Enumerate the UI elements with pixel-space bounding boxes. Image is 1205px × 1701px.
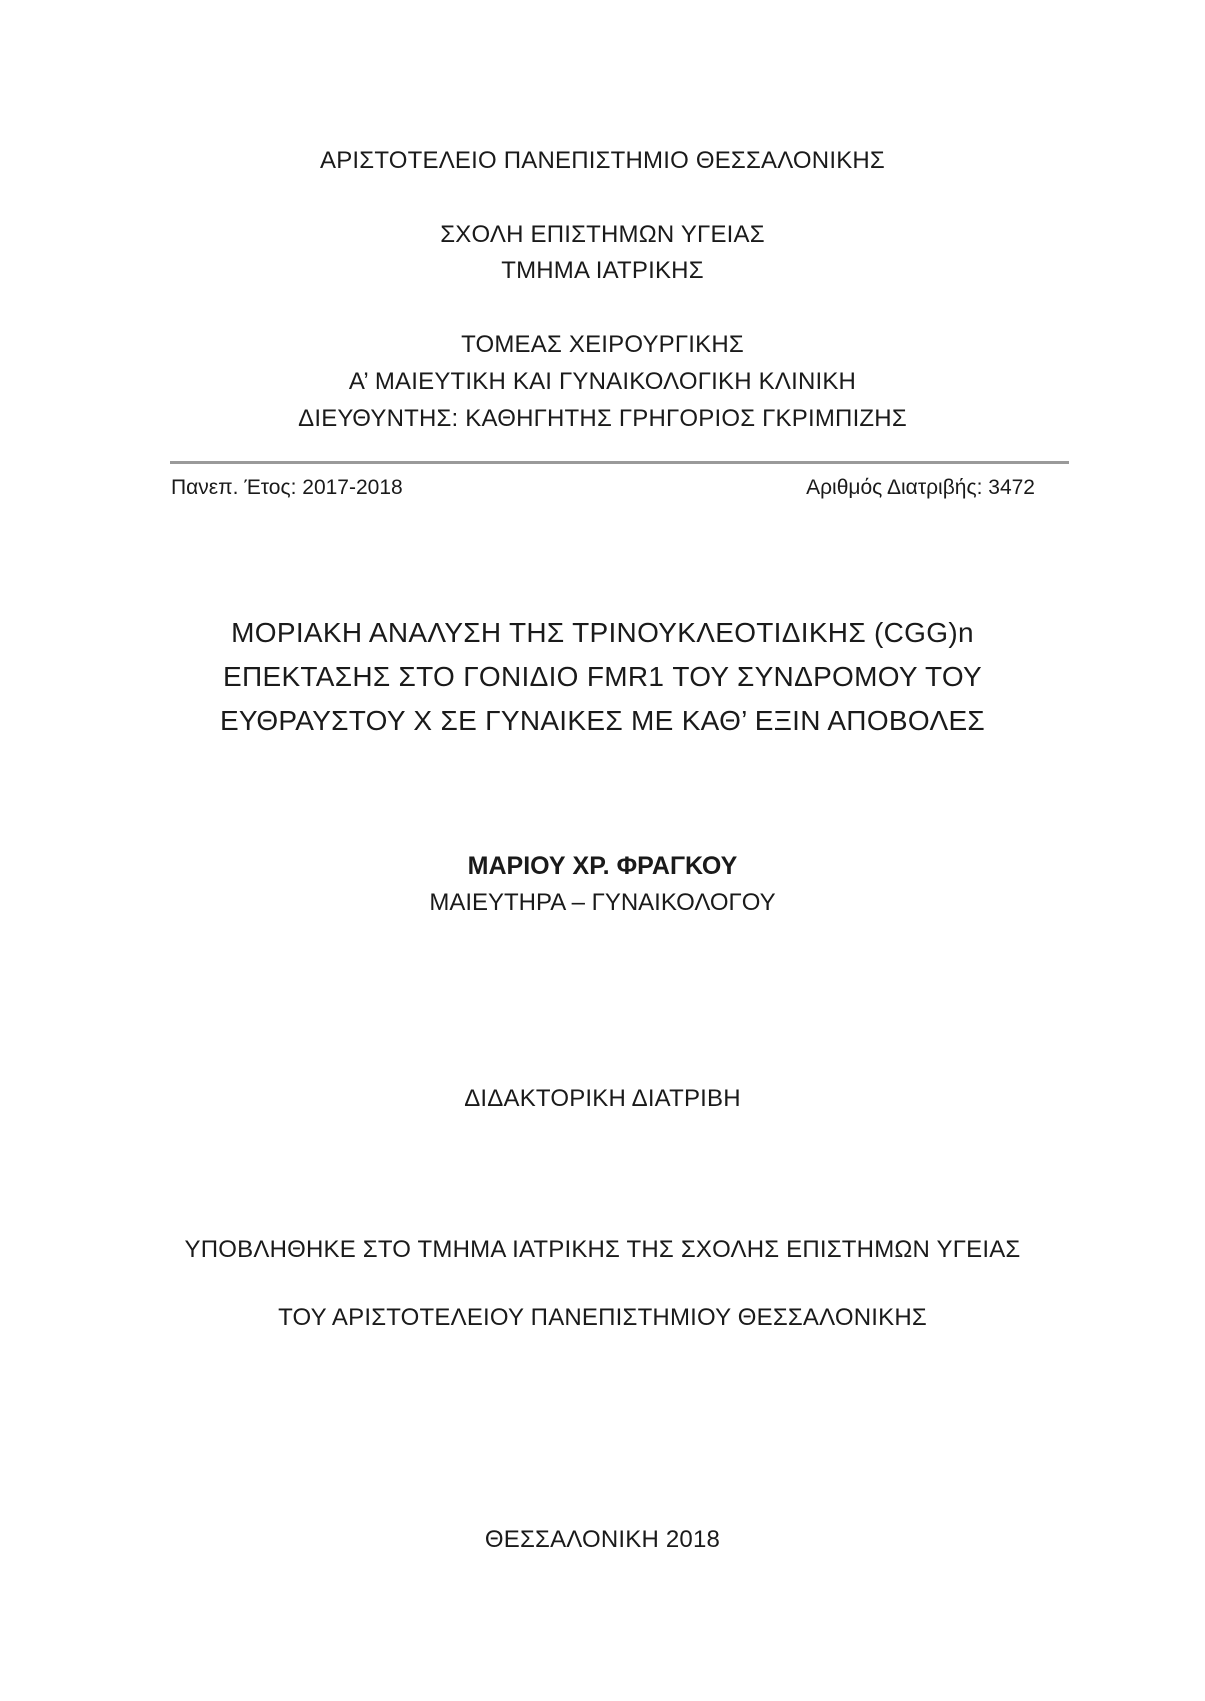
thesis-title-line-1: ΜΟΡΙΑΚΗ ΑΝΑΛΥΣΗ ΤΗΣ ΤΡΙΝΟΥΚΛΕΟΤΙΔΙΚΗΣ (CGG)n — [231, 617, 974, 648]
header-divider — [170, 461, 1069, 464]
university-name: ΑΡΙΣΤΟΤΕΛΕΙΟ ΠΑΝΕΠΙΣΤΗΜΙΟ ΘΕΣΣΑΛΟΝΙΚΗΣ — [320, 147, 885, 174]
thesis-number: Αριθμός Διατριβής: 3472 — [806, 476, 1035, 499]
department-name: ΤΜΗΜΑ ΙΑΤΡΙΚΗΣ — [501, 257, 704, 284]
thesis-title-line-3: ΕΥΘΡΑΥΣΤΟΥ Χ ΣΕ ΓΥΝΑΙΚΕΣ ΜΕ ΚΑΘ’ ΕΞΙΝ ΑΠΟΒΟΛΕΣ — [219, 705, 986, 736]
sector-name: ΤΟΜΕΑΣ ΧΕΙΡΟΥΡΓΙΚΗΣ — [461, 331, 744, 358]
thesis-title-line-2: ΕΠΕΚΤΑΣΗΣ ΣΤΟ ΓΟΝΙΔΙΟ FMR1 ΤΟΥ ΣΥΝΔΡΟΜΟΥ ΤΟΥ — [222, 661, 983, 692]
academic-year: Πανεπ. Έτος: 2017-2018 — [171, 476, 403, 499]
director-line: ΔΙΕΥΘΥΝΤΗΣ: ΚΑΘΗΓΗΤΗΣ ΓΡΗΓΟΡΙΟΣ ΓΚΡΙΜΠΙΖΗΣ — [298, 405, 907, 432]
author-name: ΜΑΡΙΟΥ ΧΡ. ΦΡΑΓΚΟΥ — [467, 852, 738, 880]
submission-line-2: ΤΟΥ ΑΡΙΣΤΟΤΕΛΕΙΟΥ ΠΑΝΕΠΙΣΤΗΜΙΟΥ ΘΕΣΣΑΛΟΝΙΚΗΣ — [278, 1304, 927, 1331]
thesis-type: ΔΙΔΑΚΤΟΡΙΚΗ ΔΙΑΤΡΙΒΗ — [464, 1085, 741, 1112]
submission-line-1: ΥΠΟΒΛΗΘΗΚΕ ΣΤΟ ΤΜΗΜΑ ΙΑΤΡΙΚΗΣ ΤΗΣ ΣΧΟΛΗΣ ΕΠΙΣΤΗΜΩΝ ΥΓΕΙΑΣ — [184, 1236, 1021, 1263]
school-name: ΣΧΟΛΗ ΕΠΙΣΤΗΜΩΝ ΥΓΕΙΑΣ — [440, 221, 765, 248]
author-profession: ΜΑΙΕΥΤΗΡΑ – ΓΥΝΑΙΚΟΛΟΓΟΥ — [429, 889, 776, 916]
place-and-year: ΘΕΣΣΑΛΟΝΙΚΗ 2018 — [484, 1526, 721, 1553]
clinic-name: Α’ ΜΑΙΕΥΤΙΚΗ ΚΑΙ ΓΥΝΑΙΚΟΛΟΓΙΚΗ ΚΛΙΝΙΚΗ — [348, 368, 857, 395]
